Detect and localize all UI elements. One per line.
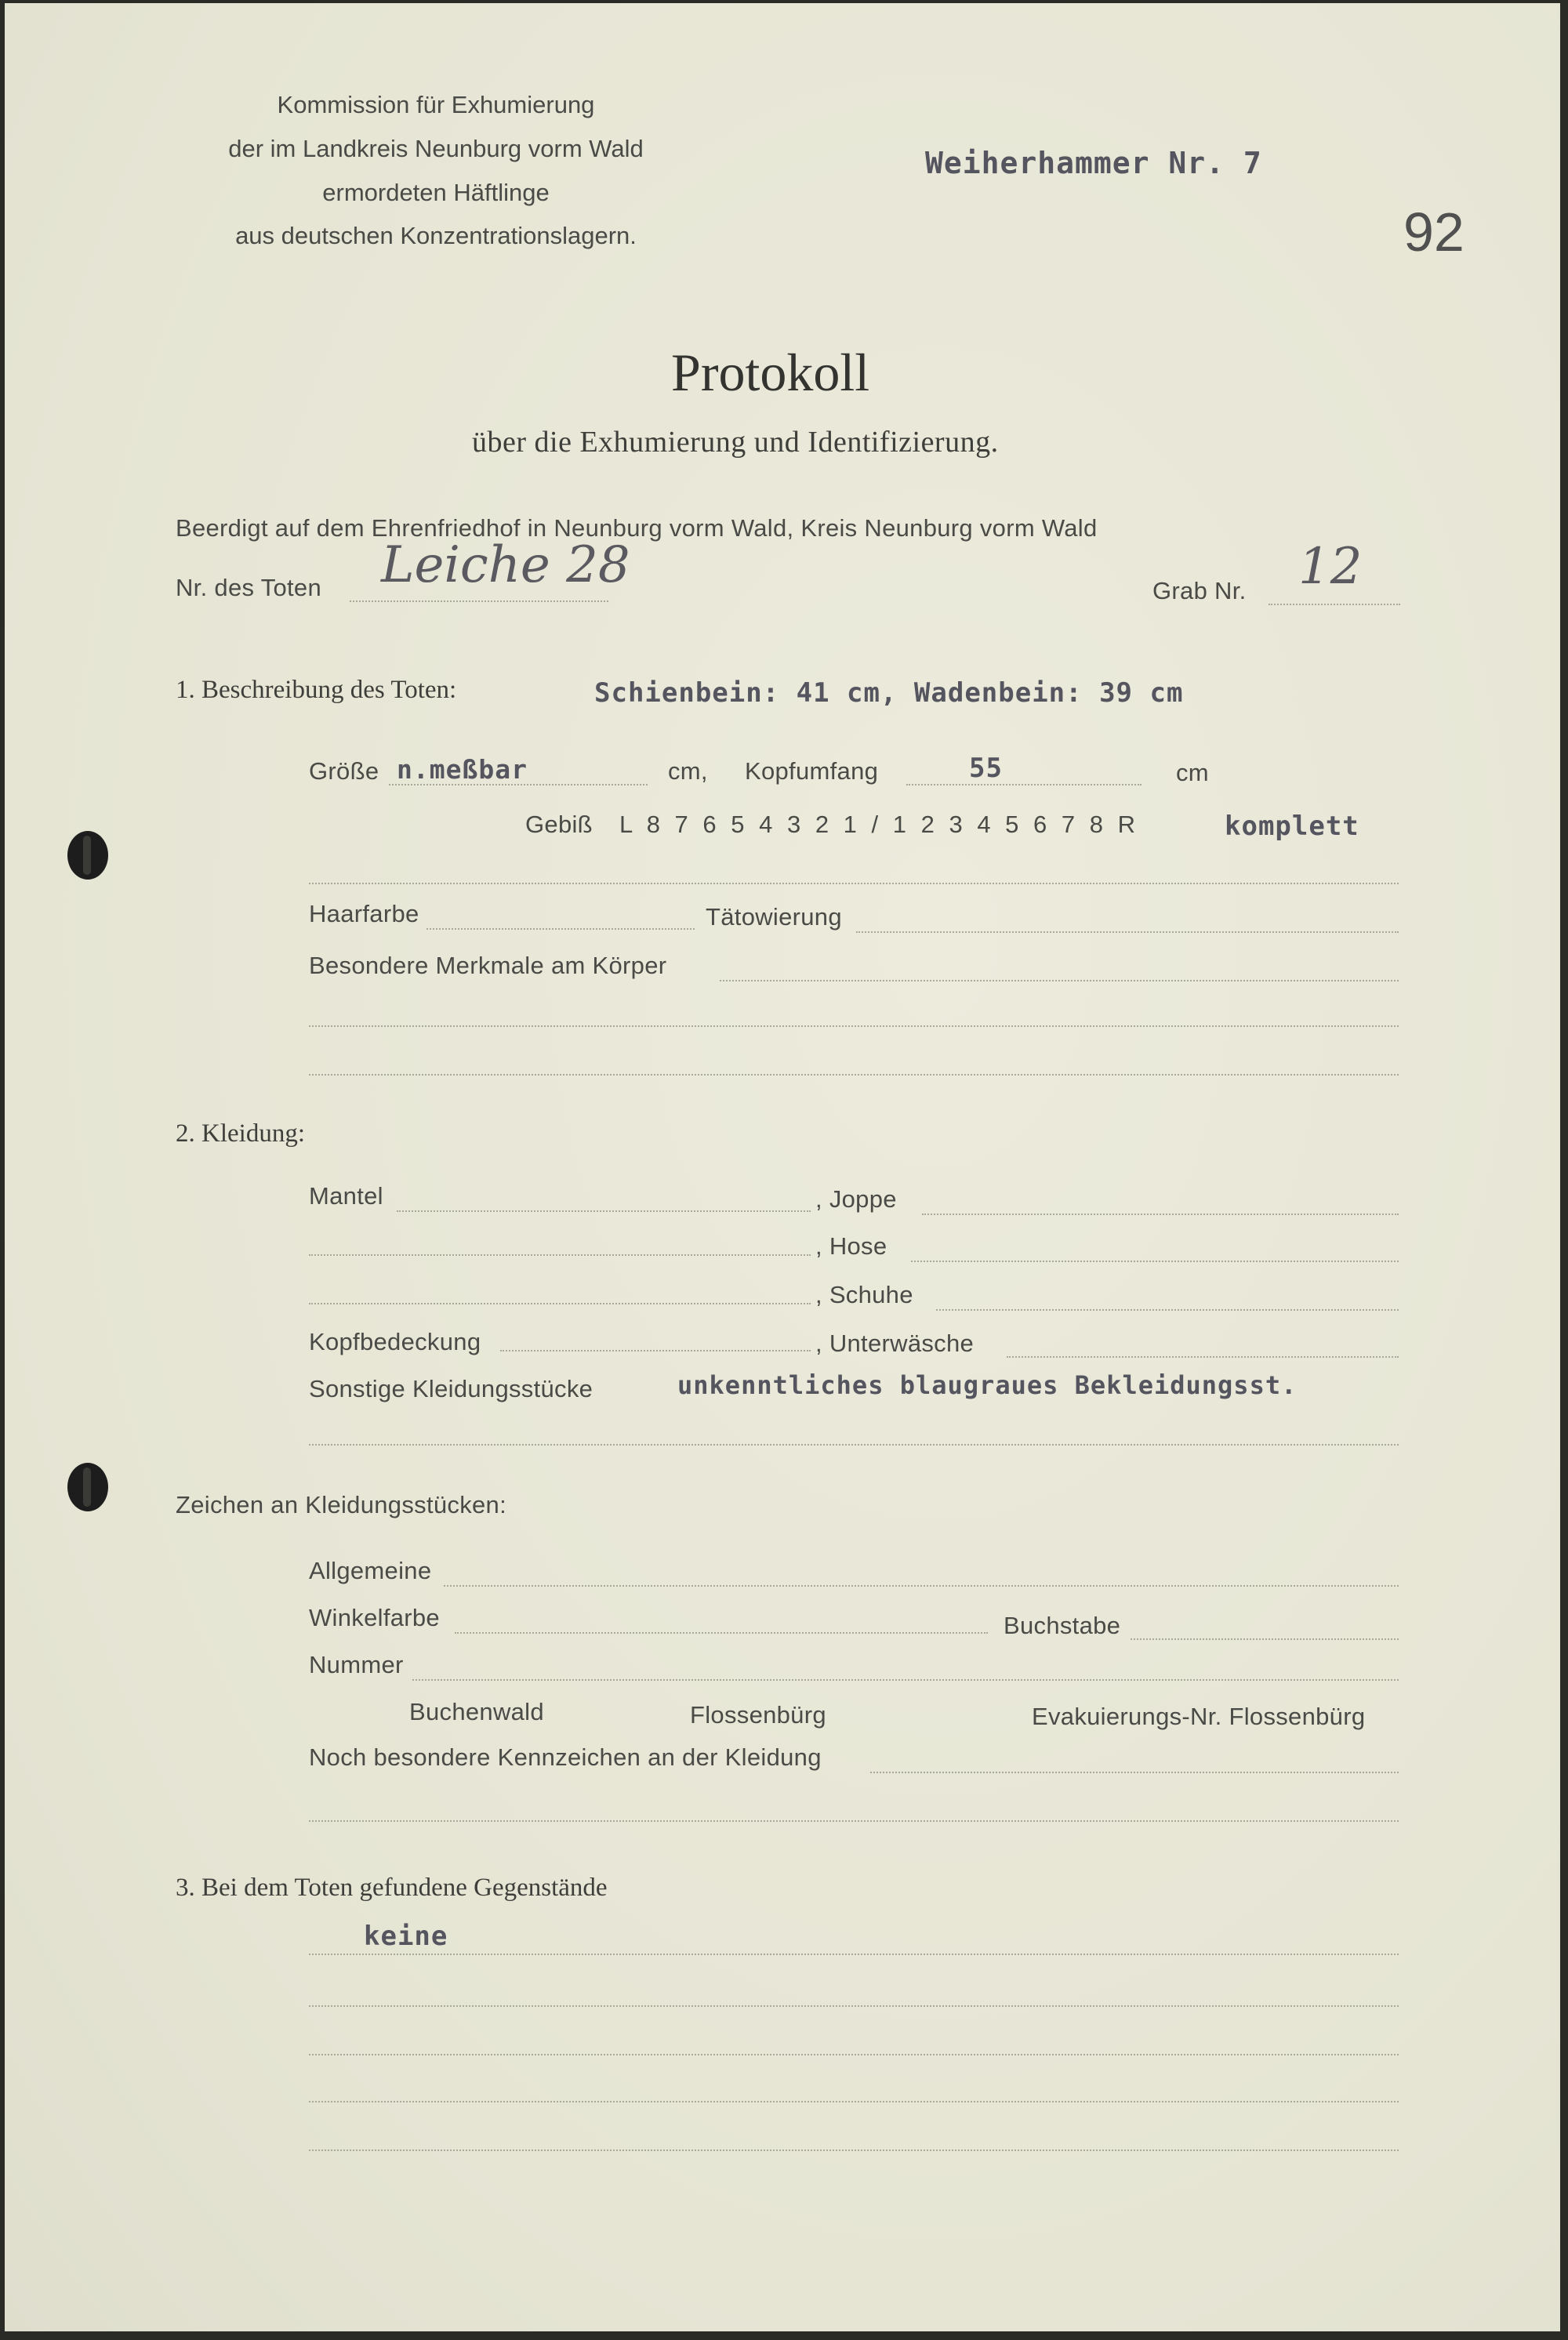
grab-label: Grab Nr. [1152, 577, 1247, 604]
evakuierung-label: Evakuierungs-Nr. Flossenbürg [1032, 1703, 1366, 1730]
buchenwald-label: Buchenwald [409, 1698, 544, 1725]
grab-value: 12 [1298, 538, 1363, 596]
merkmale-blank-line-1 [309, 1025, 1399, 1027]
zeichen-heading: Zeichen an Kleidungsstücken: [176, 1491, 506, 1518]
merkmale-blank-line-2 [309, 1074, 1399, 1076]
flossenbuerg-label: Flossenbürg [690, 1701, 826, 1729]
page-subtitle: über die Exhumierung und Identifizierung. [472, 426, 999, 459]
kopfbedeckung-label: Kopfbedeckung [309, 1328, 481, 1355]
nr-label: Nr. des Toten [176, 574, 321, 601]
mantel-dotted-line [397, 1210, 811, 1212]
commission-line-3: ermordeten Häftlinge [322, 179, 550, 206]
nummer-dotted-line [412, 1679, 1399, 1681]
nr-value: Leiche 28 [381, 536, 630, 594]
nr-dotted-line [350, 600, 608, 602]
section-1-heading: 1. Beschreibung des Toten: [176, 676, 457, 704]
commission-line-1: Kommission für Exhumierung [277, 91, 595, 118]
merkmale-label: Besondere Merkmale am Körper [309, 952, 667, 979]
groesse-label: Größe [309, 757, 379, 785]
kopfumfang-value: 55 [969, 753, 1003, 784]
schuhe-label: , Schuhe [815, 1281, 913, 1308]
buchstabe-dotted-line [1131, 1638, 1399, 1640]
buchstabe-label: Buchstabe [1004, 1612, 1121, 1639]
gebiss-teeth-chart: L 8 7 6 5 4 3 2 1 / 1 2 3 4 5 6 7 8 R [619, 811, 1138, 838]
allgemeine-dotted-line [444, 1585, 1399, 1587]
haarfarbe-dotted-line [426, 928, 695, 930]
unterwaesche-dotted-line [1007, 1356, 1399, 1358]
gebiss-value: komplett [1225, 811, 1359, 842]
mantel-label: Mantel [309, 1182, 383, 1210]
kennzeichen-dotted-line [870, 1772, 1399, 1773]
unterwaesche-label: , Unterwäsche [815, 1330, 975, 1357]
section-3-heading: 3. Bei dem Toten gefundene Gegenstände [176, 1874, 608, 1902]
hose-label: , Hose [815, 1232, 887, 1260]
gegenstaende-value: keine [364, 1921, 448, 1952]
commission-line-4: aus deutschen Konzentrationslagern. [235, 222, 637, 249]
groesse-dotted-line [389, 784, 648, 785]
merkmale-dotted-line [720, 980, 1399, 981]
document-page [5, 3, 1560, 2331]
section-2-heading: 2. Kleidung: [176, 1119, 305, 1148]
punch-hole-bottom [67, 1463, 108, 1511]
cm-label-1: cm, [668, 757, 708, 785]
gegenstaende-line-2 [309, 2005, 1399, 2007]
groesse-value: n.meßbar [397, 754, 528, 785]
commission-line-2: der im Landkreis Neunburg vorm Wald [228, 135, 644, 162]
grab-dotted-line [1269, 604, 1400, 605]
cm-label-2: cm [1176, 759, 1209, 786]
bone-measurement-value: Schienbein: 41 cm, Wadenbein: 39 cm [594, 677, 1184, 709]
sonstige-value: unkenntliches blaugraues Bekleidungsst. [677, 1370, 1298, 1400]
kopfbedeckung-dotted-line [500, 1350, 811, 1351]
sonstige-blank-line [309, 1444, 1399, 1446]
nummer-label: Nummer [309, 1651, 404, 1678]
gegenstaende-line-5 [309, 2150, 1399, 2151]
gegenstaende-line-3 [309, 2054, 1399, 2055]
hose-dotted-line [911, 1261, 1399, 1262]
punch-hole-top [67, 831, 108, 880]
location-stamp: Weiherhammer Nr. 7 [925, 146, 1262, 180]
winkelfarbe-label: Winkelfarbe [309, 1604, 440, 1631]
winkelfarbe-dotted-line [455, 1632, 988, 1634]
taetowierung-dotted-line [856, 931, 1399, 933]
gegenstaende-line-4 [309, 2101, 1399, 2102]
gebiss-label: Gebiß [525, 811, 593, 838]
sonstige-label: Sonstige Kleidungsstücke [309, 1375, 593, 1402]
haarfarbe-label: Haarfarbe [309, 900, 419, 927]
kopfumfang-label: Kopfumfang [745, 757, 879, 785]
burial-text: Beerdigt auf dem Ehrenfriedhof in Neunburg vorm Wald, Kreis Neunburg vorm Wald [176, 514, 1098, 542]
gegenstaende-line-1 [309, 1954, 1399, 1955]
page-number: 92 [1403, 201, 1465, 263]
page-title: Protokoll [671, 343, 870, 402]
taetowierung-label: Tätowierung [706, 903, 842, 931]
schuhe-dotted-line [936, 1309, 1399, 1311]
kennzeichen-blank-line [309, 1820, 1399, 1822]
joppe-dotted-line [922, 1214, 1399, 1215]
gebiss-blank-line [309, 883, 1399, 884]
joppe-label: , Joppe [815, 1185, 897, 1213]
kopfumfang-dotted-line [906, 784, 1142, 785]
kennzeichen-label: Noch besondere Kennzeichen an der Kleidung [309, 1743, 822, 1771]
allgemeine-label: Allgemeine [309, 1557, 432, 1584]
schuhe-blank-left [309, 1303, 811, 1304]
hose-blank-left [309, 1254, 811, 1256]
